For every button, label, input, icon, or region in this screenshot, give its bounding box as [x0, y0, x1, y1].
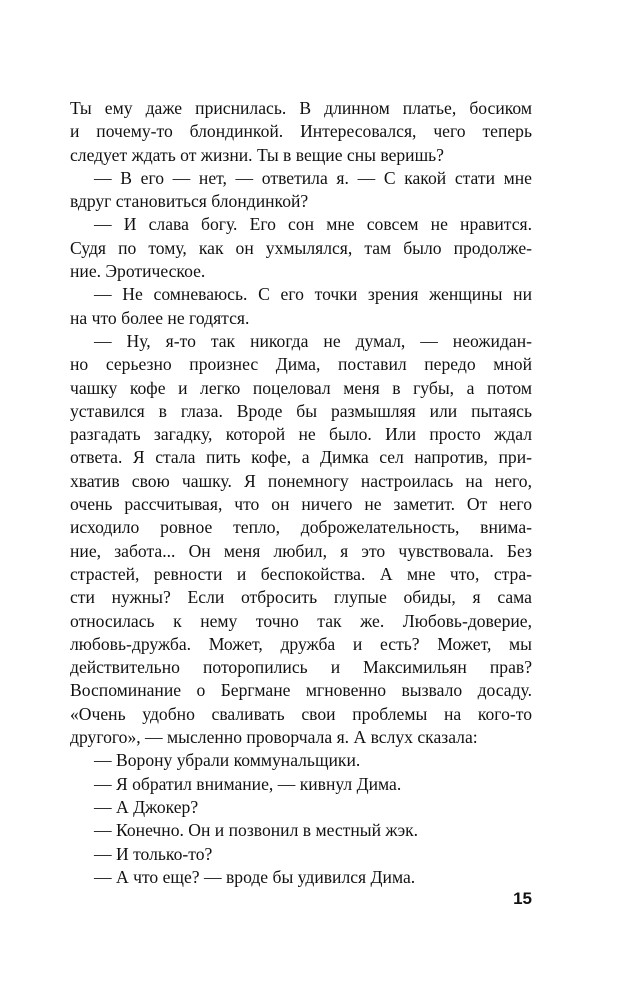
text-line: на что более не годятся.	[70, 307, 250, 328]
text-line: другого», — мысленно проворчала я. А вслух сказала:	[70, 727, 478, 748]
text-line: — В его — нет, — ответила я. — С какой стати мне	[94, 167, 532, 188]
text-line: ответа. Я стала пить кофе, а Димка сел напротив, при-	[70, 447, 532, 468]
text-line: страстей, ревности и беспокойства. А мне что, стра-	[70, 563, 532, 584]
text-line: — А Джокер?	[94, 796, 199, 817]
text-line: Воспоминание о Бергмане мгновенно вызвало досаду.	[70, 680, 532, 701]
text-line: — И слава богу. Его сон мне совсем не нравится.	[94, 214, 532, 235]
text-line: — Ворону убрали коммунальщики.	[94, 750, 361, 771]
text-line: — А что еще? — вроде бы удивился Дима.	[94, 866, 416, 887]
text-line: — Не сомневаюсь. С его точки зрения женщины ни	[94, 284, 532, 305]
text-line: ние, забота... Он меня любил, я это чувствовала. Без	[70, 540, 532, 561]
text-line: — Ну, я-то так никогда не думал, — неожидан-	[94, 330, 532, 351]
text-line: хватив свою чашку. Я понемногу настроилась на него,	[70, 470, 532, 491]
text-line: ние. Эротическое.	[70, 261, 206, 282]
text-line: — Я обратил внимание, — кивнул Дима.	[94, 773, 402, 794]
text-line: разгадать загадку, которой не было. Или просто ждал	[70, 424, 532, 445]
text-line: Ты ему даже приснилась. В длинном платье, босиком	[70, 98, 532, 118]
text-line: — Конечно. Он и позвонил в местный жэк.	[94, 820, 419, 841]
text-line: уставился в глаза. Вроде бы размышляя или пытаясь	[70, 400, 532, 421]
text-line: — И только-то?	[94, 843, 213, 864]
text-line: сти нужны? Если отбросить глупые обиды, я сама	[70, 587, 532, 608]
text-line: следует ждать от жизни. Ты в вещие сны веришь?	[70, 144, 444, 165]
text-line: относилась к нему точно так же. Любовь-доверие,	[70, 610, 532, 631]
text-line: действительно поторопились и Максимильян прав?	[70, 657, 532, 678]
text-line: любовь-дружба. Может, дружба и есть? Может, мы	[70, 633, 532, 654]
page-number: 15	[513, 889, 532, 908]
text-line: но серьезно произнес Дима, поставил передо мной	[70, 354, 532, 375]
text-line: чашку кофе и легко поцеловал меня в губы, а потом	[70, 377, 532, 398]
body-text	[70, 97, 532, 889]
text-line: вдруг становиться блондинкой?	[70, 191, 309, 212]
text-line: Судя по тому, как он ухмылялся, там было продолже-	[70, 237, 532, 258]
text-line: «Очень удобно сваливать свои проблемы на кого-то	[70, 703, 532, 724]
text-line: очень рассчитывая, что он ничего не заметит. От него	[70, 494, 532, 515]
text-line: и почему-то блондинкой. Интересовался, чего теперь	[70, 121, 532, 142]
text-line: исходило ровное тепло, доброжелательность, внима-	[70, 517, 532, 538]
